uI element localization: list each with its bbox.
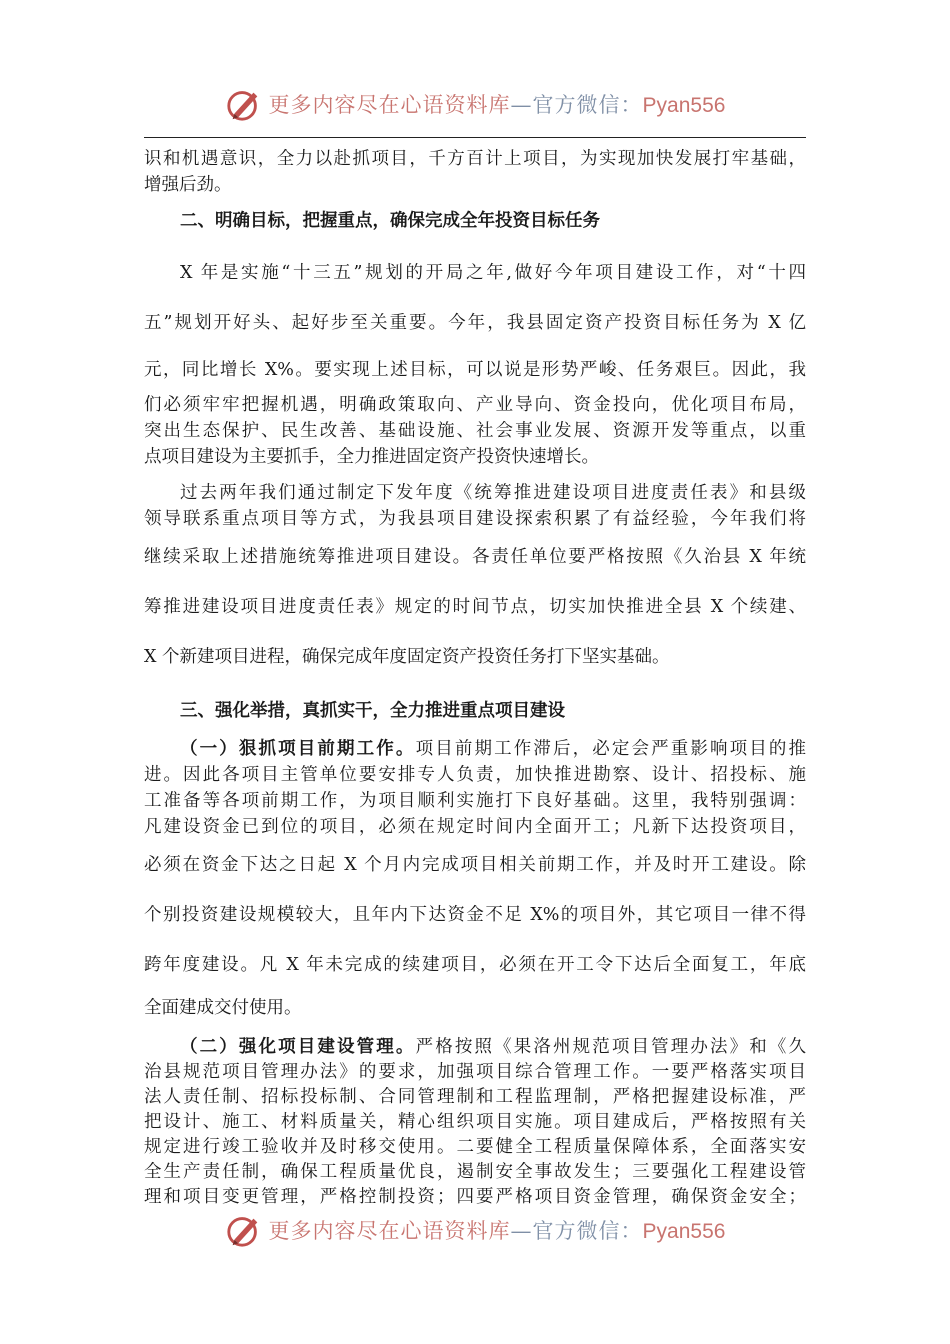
text-line [144,736,806,762]
banner-wechat-id: Pyan556 [642,1220,726,1243]
text-line: 全生产责任制，确保工程质量优良，遏制安全事故发生；三要强化工程建设管 [144,1162,806,1182]
subsection-title: （二）强化项目建设管理。 [180,1037,416,1057]
text-line: 凡建设资金已到位的项目，必须在规定时间内全面开工；凡新下达投资项目， [144,817,806,837]
paragraph-targets [144,248,806,470]
paragraph-continuation [144,146,806,198]
text-line: 增强后劲。 [144,175,232,195]
text-line: 过去两年我们通过制定下发年度《统筹推进建设项目进度责任表》和县级 [180,483,806,503]
banner-wechat-label: 官方微信： [532,1219,643,1243]
text-line: 必须在资金下达之日起 X 个月内完成项目相关前期工作，并及时开工建设。除 [144,855,806,875]
text-line: 继续采取上述措施统筹推进项目建设。各责任单位要严格按照《久治县 X 年统 [144,547,806,567]
footer-banner [0,1210,950,1250]
text-line: X 年是实施“十三五”规划的开局之年,做好今年项目建设工作，对“十四 [180,263,806,283]
text-line: 跨年度建设。凡 X 年未完成的续建项目，必须在开工令下达后全面复工，年底 [144,955,806,975]
text-line: 识和机遇意识，全力以赴抓项目，千方百计上项目，为实现加快发展打牢基础， [144,149,806,169]
text-line: 领导联系重点项目等方式，为我县项目建设探索积累了有益经验，今年我们将 [144,509,806,529]
text-line: X 个新建项目进程，确保完成年度固定资产投资任务打下坚实基础。 [144,647,670,667]
text-line: 进。因此各项目主管单位要安排专人负责，加快推进勘察、设计、招投标、施 [144,765,806,785]
text-line: 全面建成交付使用。 [144,998,302,1018]
text-line: 们必须牢牢把握机遇，明确政策取向、产业导向、资金投向，优化项目布局， [144,395,806,415]
paragraph-experience [144,480,806,682]
text-line: 点项目建设为主要抓手，全力推进固定资产投资快速增长。 [144,447,599,467]
banner-wechat-id: Pyan556 [642,94,726,117]
text-line: 理和项目变更管理，严格控制投资；四要严格项目资金管理，确保资金安全； [144,1187,806,1207]
paragraph-preliminary-work [144,736,806,1026]
text-line: 把设计、施工、材料质量关，精心组织项目实施。项目建成后，严格按照有关 [144,1112,806,1132]
banner-dash: — [510,1219,533,1243]
section-heading-2: 二、明确目标，把握重点，确保完成全年投资目标任务 [180,211,600,231]
text-run: 严格按照《果洛州规范项目管理办法》和《久 [415,1037,807,1057]
text-line: 规定进行竣工验收并及时移交使用。二要健全工程质量保障体系，全面落实安 [144,1137,806,1157]
pen-logo-icon [225,1211,263,1249]
text-line: 突出生态保护、民生改善、基础设施、社会事业发展、资源开发等重点，以重 [144,421,806,441]
text-line: 法人责任制、招标投标制、合同管理制和工程监理制，严格把握建设标准，严 [144,1087,806,1107]
text-run: 项目前期工作滞后，必定会严重影响项目的推 [415,739,807,759]
header-rule [144,137,806,138]
subsection-title: （一）狠抓项目前期工作。 [180,739,416,759]
document-body [144,142,806,1210]
text-line: 个别投资建设规模较大，且年内下达资金不足 X%的项目外，其它项目一律不得 [144,905,806,925]
text-line: 筹推进建设项目进度责任表》规定的时间节点，切实加快推进全县 X 个续建、 [144,597,806,617]
banner-main-text: 更多内容尽在心语资料库 [268,93,511,117]
header-banner [0,84,950,124]
banner-dash: — [510,93,533,117]
section-heading-3: 三、强化举措，真抓实干，全力推进重点项目建设 [180,701,565,721]
paragraph-construction-management [144,1034,806,1210]
banner-main-text: 更多内容尽在心语资料库 [268,1219,511,1243]
text-line [144,1034,806,1060]
text-line: 工准备等各项前期工作，为项目顺利实施打下良好基础。这里，我特别强调： [144,791,806,811]
pen-logo-icon [225,85,263,123]
text-line: 五”规划开好头、起好步至关重要。今年，我县固定资产投资目标任务为 X 亿 [144,313,806,333]
text-line: 治县规范项目管理办法》的要求，加强项目综合管理工作。一要严格落实项目 [144,1062,806,1082]
banner-wechat-label: 官方微信： [532,93,643,117]
text-line: 元，同比增长 X%。要实现上述目标，可以说是形势严峻、任务艰巨。因此，我 [144,360,806,380]
